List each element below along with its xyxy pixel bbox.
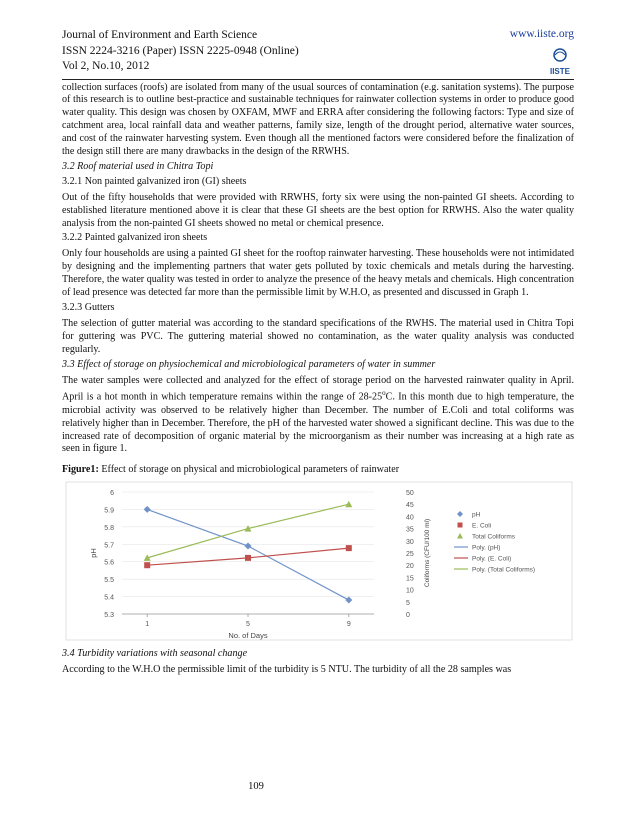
legend-marker xyxy=(458,523,463,528)
degree-sup: o xyxy=(382,389,386,398)
chart-svg xyxy=(62,480,574,642)
y-right-tick-label: 35 xyxy=(406,526,414,534)
paragraph-6: According to the W.H.O the permissible limit of the turbidity is 5 NTU. The turbidity of all the 28 samples was xyxy=(62,664,512,676)
paragraph-2: Out of the fifty households that were provided with RRWHS, forty six were using the non-painted GI sheets. According to established literature mentioned above it is clear that these GI sheets are the best option for RRWHS. Also the water quality analysis from the non-painted GI sheets showed no metal or chemical presence. xyxy=(62,191,574,229)
y-left-tick-label: 5.8 xyxy=(104,525,114,533)
figure-label: Figure1: xyxy=(62,464,99,476)
y-left-tick-label: 5.7 xyxy=(104,542,114,550)
journal-url-link[interactable]: www.iiste.org xyxy=(509,28,574,40)
paragraph-5 xyxy=(62,375,574,457)
data-point-ecoli xyxy=(346,545,352,551)
figure-1-chart xyxy=(62,480,574,642)
y-right-tick-label: 0 xyxy=(406,612,410,620)
data-point-ecoli xyxy=(245,555,251,561)
section-3-3-heading: 3.3 Effect of storage on physiochemical and microbiological parameters of water in summer xyxy=(62,358,436,370)
y-left-tick-label: 6 xyxy=(110,490,114,498)
y-right-tick-label: 40 xyxy=(406,514,414,522)
y-right-tick-label: 15 xyxy=(406,575,414,583)
paragraph-4: The selection of gutter material was according to the standard specifications of the RWHS. The material used in Chitra Topi for guttering was PVC. The guttering material showed no contamination, as the water quality analysis was conducted regularly. xyxy=(62,317,574,355)
paragraph-3: Only four households are using a painted GI sheet for the rooftop rainwater harvesting. These households were not intimidated by designing and the implementing partners that water gets polluted by toxic chemicals and metals during the harvesting. Therefore, the water quality was tested in order to analyze the presence of the heavy metals and chemicals. High concentration of lead presence was detected far more than the permissible limit by W.H.O, as presented and discussed in Graph 1. xyxy=(62,248,574,299)
section-3-2-heading: 3.2 Roof material used in Chitra Topi xyxy=(62,160,214,172)
figure-title: Effect of storage on physical and microbiological parameters of rainwater xyxy=(98,464,400,476)
page-header xyxy=(62,28,574,75)
x-axis-label: No. of Days xyxy=(228,631,268,641)
y-right-tick-label: 30 xyxy=(406,539,414,547)
y-left-tick-label: 5.5 xyxy=(104,577,114,585)
page-number: 109 xyxy=(248,781,264,792)
legend-entry: Poly. (pH) xyxy=(472,544,501,552)
y-right-tick-label: 25 xyxy=(406,551,414,559)
y-right-axis-label: Coliforms (CFU/100 ml) xyxy=(424,519,431,588)
data-point-ecoli xyxy=(144,562,150,568)
paragraph-5-part-a: The water samples were collected and analyzed for the effect of storage period on the harvested rainwater quality in April. April is a hot month in which temperature remains within the range of 28-25 xyxy=(62,374,574,403)
iiste-logo-icon xyxy=(546,47,574,77)
paragraph-5-part-b: C. In this month due to high temperature, the microbial activity was observed to be relatively higher than December. The number of E.Coli and total coliforms was relatively higher than in December. Therefore, the pH of the harvested water showed a significant decline. This was due to the increased rate of decomposition of organic material by the microorganism as their number was increasing at a high rate as seen in figure 1. xyxy=(62,391,575,455)
y-left-tick-label: 5.3 xyxy=(104,612,114,620)
legend-entry: Poly. (Total Coliforms) xyxy=(472,566,536,574)
legend-entry: pH xyxy=(472,511,481,519)
paper-page xyxy=(62,28,574,677)
legend-entry: Poly. (E. Coli) xyxy=(472,555,512,563)
x-tick-label: 1 xyxy=(145,621,150,629)
section-3-2-2-heading: 3.2.2 Painted galvanized iron sheets xyxy=(62,232,208,244)
journal-name: Journal of Environment and Earth Science xyxy=(62,29,258,41)
volume-line: Vol 2, No.10, 2012 xyxy=(62,60,150,72)
section-3-2-1-heading: 3.2.1 Non painted galvanized iron (GI) sheets xyxy=(62,175,247,187)
y-right-tick-label: 50 xyxy=(406,490,414,498)
issn-line: ISSN 2224-3216 (Paper) ISSN 2225-0948 (Online) xyxy=(62,44,299,57)
y-right-tick-label: 45 xyxy=(406,502,414,510)
legend-entry: Total Coliforms xyxy=(472,533,515,541)
y-left-axis-label: pH xyxy=(89,548,98,559)
paragraph-1: collection surfaces (roofs) are isolated from many of the usual sources of contamination (e.g. sanitation systems). The purpose of this research is to outline best-practice and sustainable techniques for rainwater collection systems in order to produce good water quality. This design was chosen by OXFAM, MWF and ERRA after considering the following factors: Type and size of catchment area, local rainfall data and weather patterns, family size, length of the drought period, alternative water sources, and cost of the rainwater harvesting system. Even though all the mentioned factors were considered before the finalization of the design still there are many drawbacks in the design of the RRWHS. xyxy=(62,81,574,158)
section-3-2-3-heading: 3.2.3 Gutters xyxy=(62,302,115,313)
legend-entry: E. Coli xyxy=(472,522,492,530)
y-left-tick-label: 5.9 xyxy=(104,507,114,515)
figure-caption xyxy=(62,464,574,477)
logo-text: IISTE xyxy=(549,67,571,76)
y-right-tick-label: 10 xyxy=(406,587,414,595)
y-left-tick-label: 5.4 xyxy=(104,594,114,602)
x-tick-label: 9 xyxy=(346,621,351,629)
section-3-4-heading: 3.4 Turbidity variations with seasonal change xyxy=(62,648,248,660)
y-right-tick-label: 5 xyxy=(406,600,410,608)
header-divider xyxy=(62,79,574,80)
y-left-tick-label: 5.6 xyxy=(104,559,114,567)
x-tick-label: 5 xyxy=(246,621,250,629)
y-right-tick-label: 20 xyxy=(406,563,414,571)
